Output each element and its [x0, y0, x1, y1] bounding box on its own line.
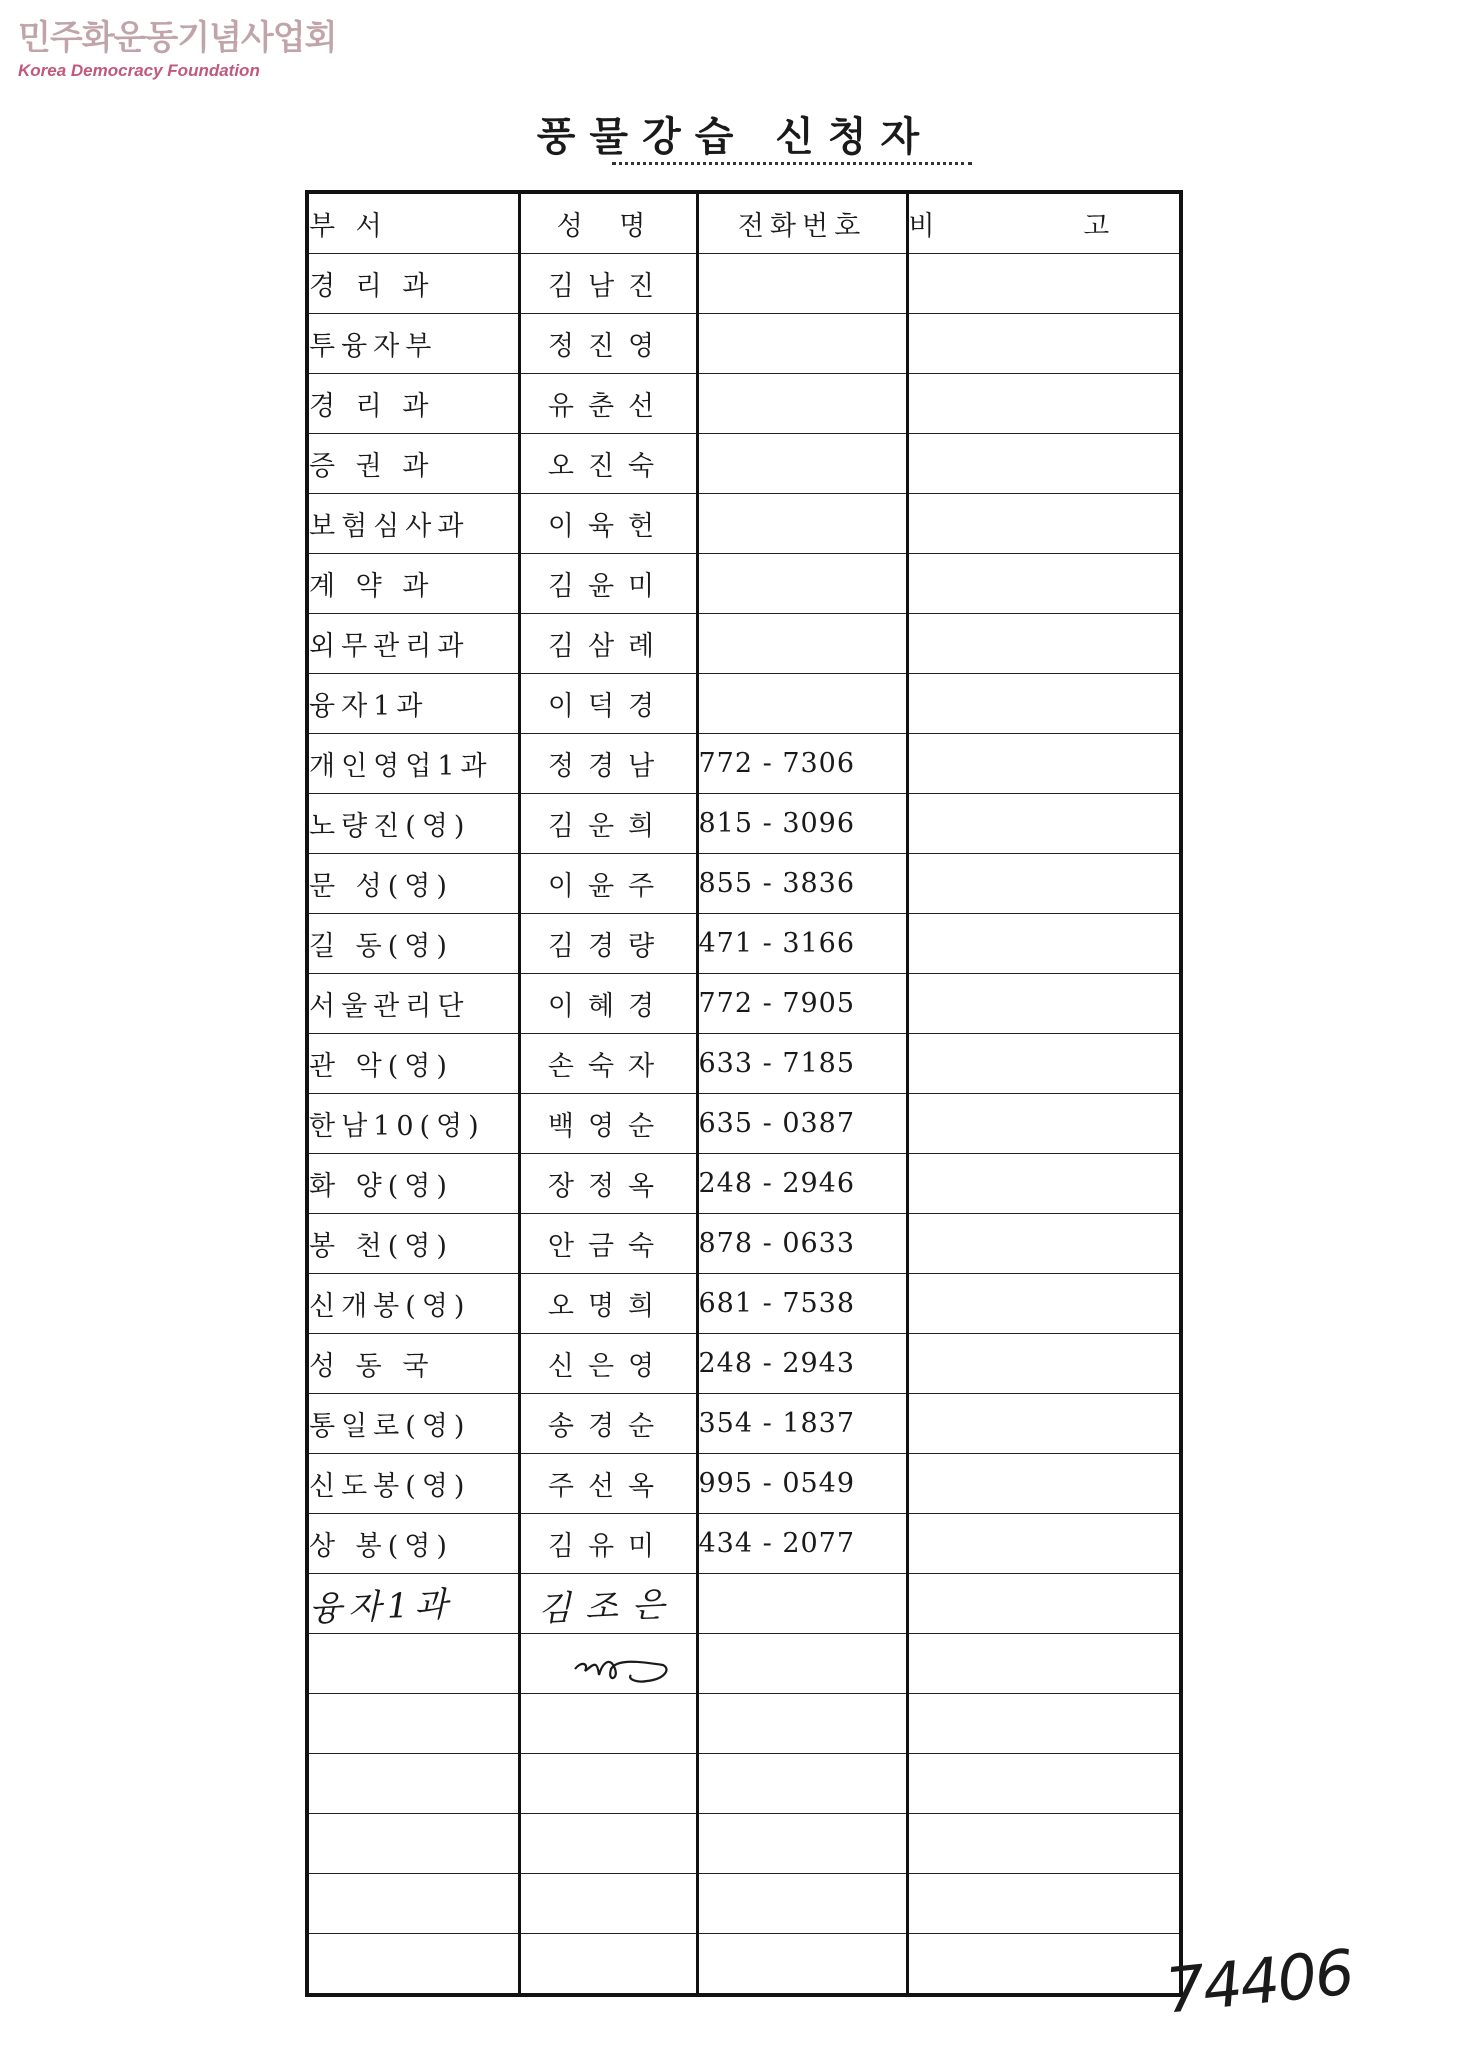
- cell-name: 김윤미: [519, 554, 697, 614]
- cell-phone: [697, 1574, 907, 1634]
- cell-note: [907, 1514, 1181, 1574]
- signature-stroke: [575, 1661, 666, 1681]
- table-body: [307, 254, 1181, 1996]
- table-row: [307, 1334, 1181, 1394]
- table-row: [307, 494, 1181, 554]
- cell-phone: 855 - 3836: [697, 854, 907, 914]
- header-name: 성 명: [519, 192, 697, 254]
- table-row: [307, 1274, 1181, 1334]
- cell-phone: 354 - 1837: [697, 1394, 907, 1454]
- table-row: [307, 734, 1181, 794]
- cell-phone: 434 - 2077: [697, 1514, 907, 1574]
- cell-department: 문 성(영): [307, 854, 519, 914]
- cell-phone: [697, 254, 907, 314]
- cell-department: 한남10(영): [307, 1094, 519, 1154]
- cell-name: 김경량: [519, 914, 697, 974]
- cell-name: 안금숙: [519, 1214, 697, 1274]
- cell-name: 오명희: [519, 1274, 697, 1334]
- header-note: 비 고: [907, 192, 1181, 254]
- cell-name: 주선옥: [519, 1454, 697, 1514]
- cell-phone: [697, 1874, 907, 1934]
- cell-name: 정진영: [519, 314, 697, 374]
- applicant-table: [305, 190, 1183, 1997]
- cell-phone: [697, 1694, 907, 1754]
- cell-department: 경 리 과: [307, 374, 519, 434]
- cell-department: 신개봉(영): [307, 1274, 519, 1334]
- cell-note: [907, 1454, 1181, 1514]
- cell-name: [519, 1934, 697, 1996]
- cell-name: 백영순: [519, 1094, 697, 1154]
- cell-phone: 633 - 7185: [697, 1034, 907, 1094]
- cell-note: [907, 1094, 1181, 1154]
- cell-phone: 681 - 7538: [697, 1274, 907, 1334]
- signature-mark: [567, 1639, 687, 1689]
- handwritten-row: [307, 1574, 1181, 1634]
- cell-note: [907, 1214, 1181, 1274]
- cell-phone: 772 - 7905: [697, 974, 907, 1034]
- cell-note: [907, 1394, 1181, 1454]
- cell-department: 보험심사과: [307, 494, 519, 554]
- blank-row: [307, 1814, 1181, 1874]
- cell-department: 계 약 과: [307, 554, 519, 614]
- table-row: [307, 794, 1181, 854]
- cell-phone: 772 - 7306: [697, 734, 907, 794]
- cell-note: [907, 374, 1181, 434]
- cell-department: 서울관리단: [307, 974, 519, 1034]
- cell-note: [907, 1634, 1181, 1694]
- cell-name: 손숙자: [519, 1034, 697, 1094]
- cell-note: [907, 1574, 1181, 1634]
- header-phone: 전화번호: [697, 192, 907, 254]
- cell-phone: 815 - 3096: [697, 794, 907, 854]
- table-header-row: [307, 192, 1181, 254]
- cell-name: [519, 1874, 697, 1934]
- blank-row: [307, 1694, 1181, 1754]
- table-row: [307, 674, 1181, 734]
- cell-department: [307, 1694, 519, 1754]
- cell-note: [907, 914, 1181, 974]
- cell-department: [307, 1634, 519, 1694]
- cell-name: 이육헌: [519, 494, 697, 554]
- table-row: [307, 314, 1181, 374]
- cell-phone: [697, 434, 907, 494]
- cell-department: 봉 천(영): [307, 1214, 519, 1274]
- cell-phone: [697, 314, 907, 374]
- cell-name: 이윤주: [519, 854, 697, 914]
- cell-name: 김삼례: [519, 614, 697, 674]
- table-row: [307, 434, 1181, 494]
- cell-name: [519, 1814, 697, 1874]
- cell-department: 투융자부: [307, 314, 519, 374]
- cell-department: [307, 1934, 519, 1996]
- table-row: [307, 1214, 1181, 1274]
- cell-note: [907, 1814, 1181, 1874]
- cell-department: 관 악(영): [307, 1034, 519, 1094]
- table-row: [307, 1394, 1181, 1454]
- table-row: [307, 554, 1181, 614]
- table-row: [307, 1094, 1181, 1154]
- cell-note: [907, 254, 1181, 314]
- table-row: [307, 974, 1181, 1034]
- cell-note: [907, 1334, 1181, 1394]
- cell-signature: [519, 1634, 697, 1694]
- cell-name: 장정옥: [519, 1154, 697, 1214]
- cell-name: 신은영: [519, 1334, 697, 1394]
- cell-note: [907, 1754, 1181, 1814]
- cell-name: 이혜경: [519, 974, 697, 1034]
- cell-phone: [697, 1634, 907, 1694]
- cell-department: 증 권 과: [307, 434, 519, 494]
- cell-department: 성 동 국: [307, 1334, 519, 1394]
- table-row: [307, 1154, 1181, 1214]
- cell-name: [519, 1694, 697, 1754]
- cell-name: [519, 1754, 697, 1814]
- cell-department: 통일로(영): [307, 1394, 519, 1454]
- cell-phone: [697, 494, 907, 554]
- document-title: 풍물강습 신청자: [536, 113, 934, 160]
- cell-phone: [697, 614, 907, 674]
- table-row: [307, 914, 1181, 974]
- cell-note: [907, 614, 1181, 674]
- cell-note: [907, 314, 1181, 374]
- cell-phone: 248 - 2943: [697, 1334, 907, 1394]
- cell-name-handwritten: [519, 1574, 697, 1634]
- watermark-english: Korea Democracy Foundation: [18, 61, 260, 80]
- cell-name: 송경순: [519, 1394, 697, 1454]
- cell-name: 김운희: [519, 794, 697, 854]
- cell-department: 화 양(영): [307, 1154, 519, 1214]
- cell-note: [907, 974, 1181, 1034]
- table-row: [307, 254, 1181, 314]
- table-row: [307, 854, 1181, 914]
- cell-name: 이덕경: [519, 674, 697, 734]
- title-underline: [612, 162, 972, 165]
- cell-department: 노량진(영): [307, 794, 519, 854]
- cell-department-handwritten: [307, 1574, 519, 1634]
- cell-phone: [697, 1934, 907, 1996]
- table-row: [307, 1034, 1181, 1094]
- cell-department: 경 리 과: [307, 254, 519, 314]
- cell-department: [307, 1754, 519, 1814]
- cell-phone: [697, 674, 907, 734]
- watermark-logo: [18, 18, 336, 82]
- document-number: 74406: [1162, 1935, 1356, 2028]
- blank-row: [307, 1874, 1181, 1934]
- cell-department: 상 봉(영): [307, 1514, 519, 1574]
- cell-department: [307, 1874, 519, 1934]
- cell-department: [307, 1814, 519, 1874]
- handwritten-department: 융자1과: [308, 1584, 454, 1630]
- handwritten-name: 김조은: [537, 1584, 680, 1630]
- cell-name: 정경남: [519, 734, 697, 794]
- cell-phone: 995 - 0549: [697, 1454, 907, 1514]
- table-row: [307, 1454, 1181, 1514]
- table-row: [307, 614, 1181, 674]
- cell-note: [907, 1694, 1181, 1754]
- cell-note: [907, 554, 1181, 614]
- cell-phone: [697, 1754, 907, 1814]
- cell-note: [907, 1934, 1181, 1996]
- cell-note: [907, 1034, 1181, 1094]
- blank-row: [307, 1754, 1181, 1814]
- blank-row: [307, 1934, 1181, 1996]
- cell-name: 오진숙: [519, 434, 697, 494]
- watermark-korean: 민주화운동기념사업회: [18, 18, 337, 58]
- cell-department: 길 동(영): [307, 914, 519, 974]
- cell-phone: 471 - 3166: [697, 914, 907, 974]
- cell-phone: 635 - 0387: [697, 1094, 907, 1154]
- cell-note: [907, 674, 1181, 734]
- cell-note: [907, 794, 1181, 854]
- cell-phone: 248 - 2946: [697, 1154, 907, 1214]
- table-row: [307, 374, 1181, 434]
- cell-note: [907, 734, 1181, 794]
- cell-department: 융자1과: [307, 674, 519, 734]
- table-row: [307, 1514, 1181, 1574]
- cell-name: 김남진: [519, 254, 697, 314]
- cell-phone: [697, 554, 907, 614]
- cell-department: 외무관리과: [307, 614, 519, 674]
- cell-note: [907, 434, 1181, 494]
- cell-note: [907, 1874, 1181, 1934]
- cell-note: [907, 494, 1181, 554]
- cell-name: 김유미: [519, 1514, 697, 1574]
- cell-department: 개인영업1과: [307, 734, 519, 794]
- cell-phone: [697, 374, 907, 434]
- header-department: 부 서: [307, 192, 519, 254]
- cell-note: [907, 854, 1181, 914]
- cell-department: 신도봉(영): [307, 1454, 519, 1514]
- cell-phone: [697, 1814, 907, 1874]
- cell-name: 유춘선: [519, 374, 697, 434]
- cell-phone: 878 - 0633: [697, 1214, 907, 1274]
- cell-note: [907, 1274, 1181, 1334]
- cell-note: [907, 1154, 1181, 1214]
- signature-row: [307, 1634, 1181, 1694]
